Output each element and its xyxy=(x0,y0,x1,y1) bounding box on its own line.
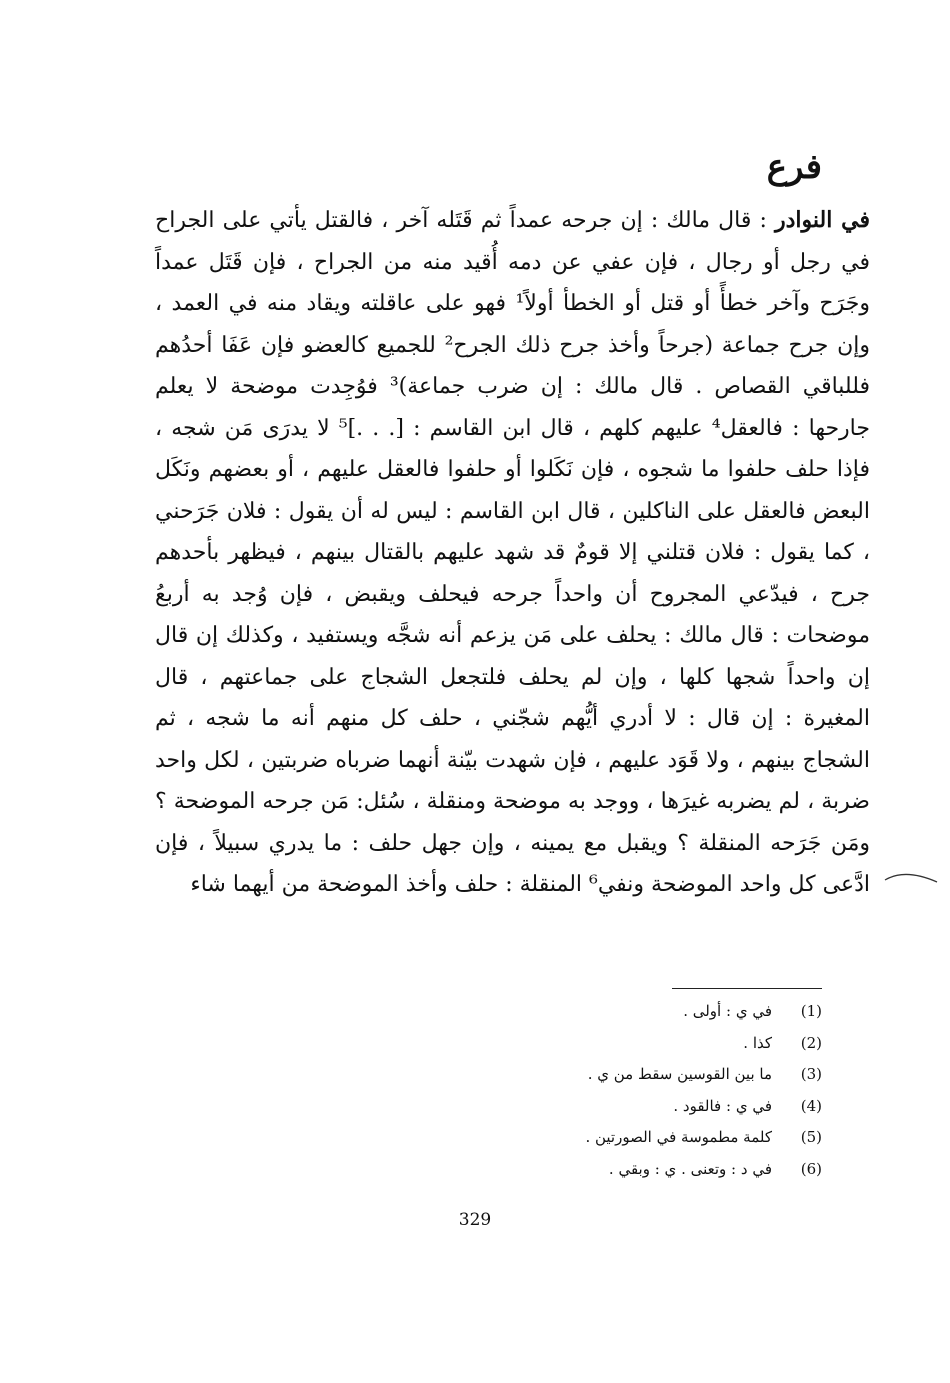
footnote-number: (2) xyxy=(800,1033,822,1052)
footnote-number: (1) xyxy=(800,1002,822,1020)
footnote-text: كذا . xyxy=(743,1033,772,1052)
footnote-item xyxy=(302,996,822,1028)
footnote-text: في ي : فالقود . xyxy=(673,1096,772,1115)
footnote-item xyxy=(302,1059,822,1091)
footnote-item xyxy=(302,1154,822,1186)
main-paragraph xyxy=(155,200,870,906)
margin-arc-mark xyxy=(883,866,939,888)
footnote-item xyxy=(302,1028,822,1060)
lead-phrase: في النوادر xyxy=(775,207,870,233)
footnote-number: (3) xyxy=(800,1065,822,1083)
footnote-text: في د : وتعنى . ي : وبقي . xyxy=(608,1159,772,1178)
footnote-text: ما بين القوسين سقط من ي . xyxy=(587,1065,772,1083)
footnote-text: كلمة مطموسة في الصورتين . xyxy=(585,1128,772,1146)
footnote-item xyxy=(302,1122,822,1154)
paragraph-body: : قال مالك : إن جرحه عمداً ثم قَتَله آخر ، فالقتل يأتي على الجراح في رجل أو رجال ، فإن عفي عن دمه أُقيد منه من الجراح ، فإن قَتَل عمداً وجَرَح وآخر خطأً أو قتل أو الخطأ أولاً¹ فهو على عاقلته ويقاد منه في العمد ، وإن جرح جماعة (جرحاً وأخذ جرح ذلك الجرح² للجميع كالعضو فإن عَفَا أحدُهم فللباقي القصاص . قال مالك : إن ضرب جماعة)³ فوُجِدت موضحة لا يعلم جارحها : فالعقل⁴ عليهم كلهم ، قال ابن القاسم : [. . .]⁵ لا يدرَى مَن شجه ، فإذا حلف حلفوا ما شجوه ، فإن نَكَلوا أو حلفوا فالعقل عليهم ، أو بعضهم ونَكَل البعض فالعقل على الناكلين ، قال ابن القاسم : ليس له أن يقول : فلان جَرَحني ، كما يقول : فلان قتلني إلا قومٌ قد شهد عليهم بالقتال بينهم ، فيظهر بأحدهم جرح ، فيدّعي المجروح أن واحداً جرحه فيحلف ويقبض ، فإن وُجد به أربعُ موضحات : قال مالك : يحلف على مَن يزعم أنه شجَّه ويستفيد ، وكذلك إن قال إن واحداً شجها كلها ، وإن لم يحلف فلتجعل الشجاج على جماعتهم ، قال المغيرة : إن قال : لا أدري أيُّهم شجّني ، حلف كل منهم أنه ما شجه ، ثم الشجاج بينهم ، ولا قَوَد عليهم ، فإن شهدت بيّنة أنهما ضرباه ضربتين ، لكل واحد ضربة ، لم يضربه غيرَها ، ووجد به موضحة ومنقلة ، سُئل: مَن جرحه الموضحة ؟ ومَن جَرَحه المنقلة ؟ ويقبل مع يمينه ، وإن جهل حلف : ما يدري سبيلاً ، فإن ادَّعى كل واحد الموضحة ونفي⁶ المنقلة : حلف وأخذ الموضحة من أيهما شاء xyxy=(155,208,871,897)
footnotes-list xyxy=(302,996,822,1185)
page-number: 329 xyxy=(458,1210,492,1230)
footnote-number: (4) xyxy=(800,1096,822,1115)
footnote-number: (6) xyxy=(800,1159,822,1178)
footnote-separator xyxy=(672,988,822,989)
section-heading: فرع xyxy=(766,147,822,187)
footnote-text: في ي : أولى . xyxy=(683,1002,772,1020)
footnote-number: (5) xyxy=(800,1128,822,1146)
main-text xyxy=(155,200,870,906)
footnote-item xyxy=(302,1091,822,1123)
